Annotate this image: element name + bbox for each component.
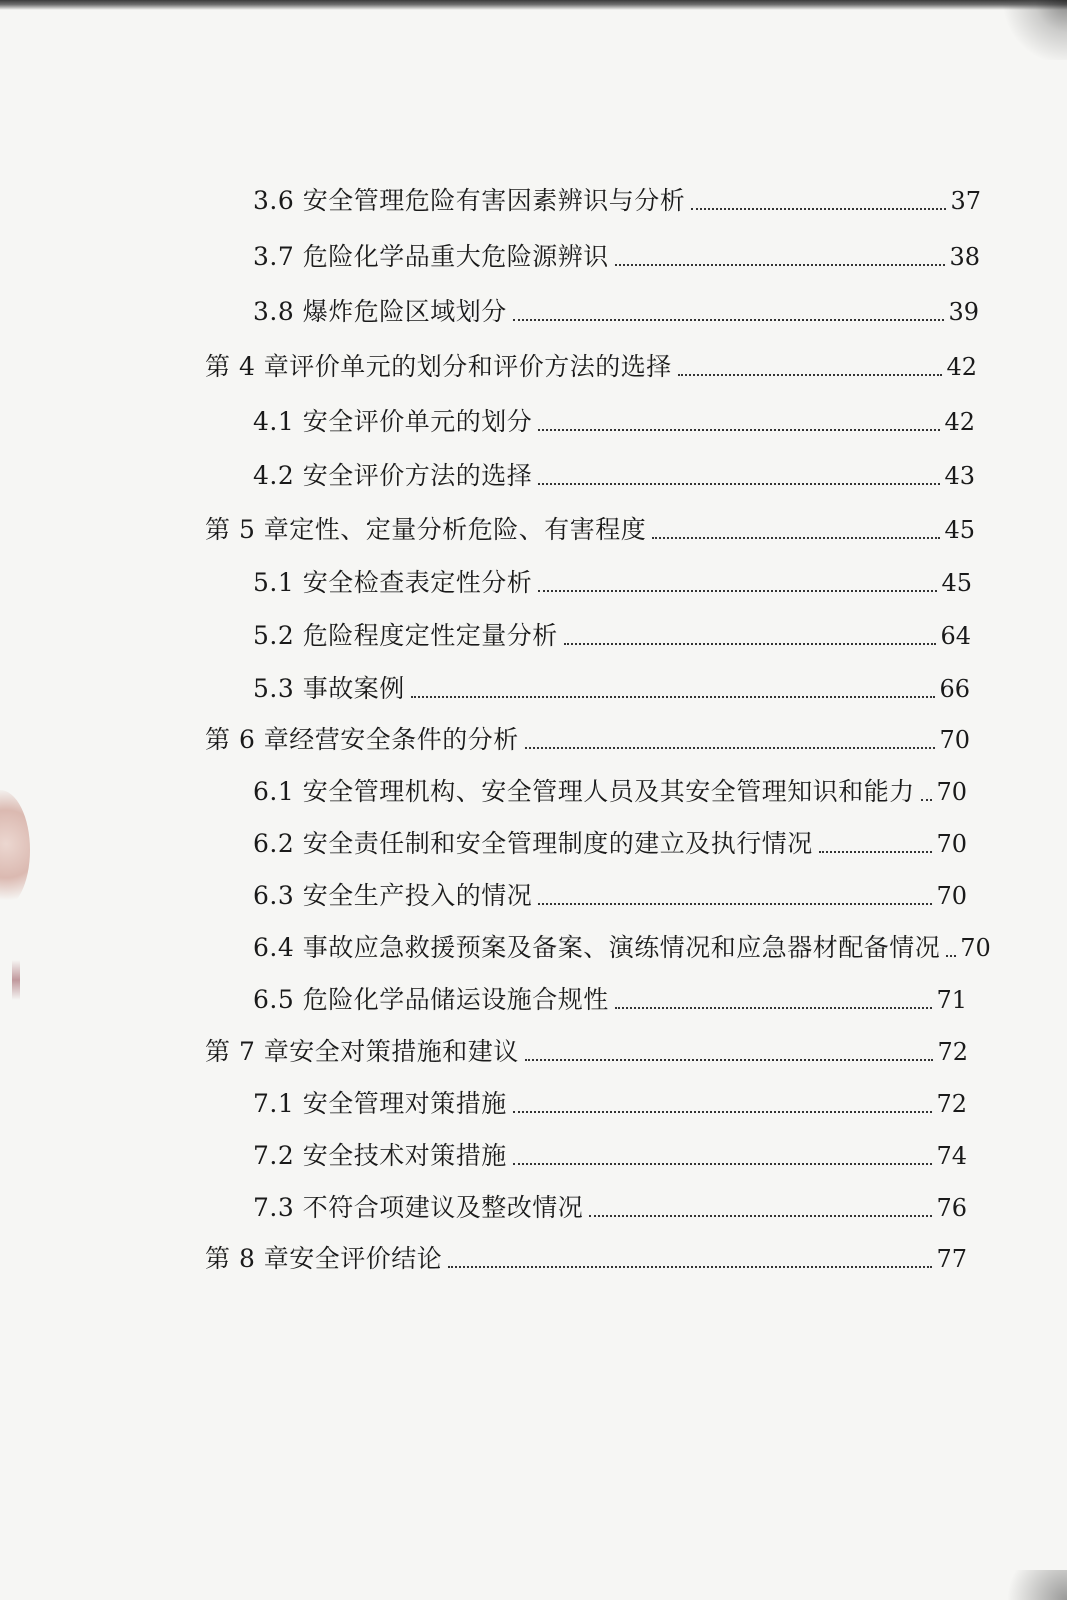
toc-dot-leader — [652, 537, 940, 539]
toc-entry-7-1 — [253, 1087, 967, 1121]
toc-entry-page: 76 — [936, 1194, 967, 1222]
toc-entry-5-1 — [253, 566, 972, 600]
toc-dot-leader — [538, 590, 937, 592]
toc-entry-page: 70 — [960, 934, 991, 962]
toc-entry-page: 43 — [944, 462, 975, 490]
toc-entry-title: 3.6 安全管理危险有害因素辨识与分析 — [253, 186, 686, 215]
toc-entry-page: 70 — [936, 882, 967, 910]
toc-entry-page: 38 — [949, 243, 980, 271]
toc-dot-leader — [525, 1059, 934, 1061]
toc-entry-title: 第 6 章经营安全条件的分析 — [205, 725, 519, 754]
toc-entry-page: 45 — [941, 569, 972, 597]
toc-entry-4-2 — [253, 459, 975, 493]
toc-dot-leader — [538, 903, 932, 905]
toc-entry-4-1 — [253, 405, 975, 439]
toc-entry-title: 6.2 安全责任制和安全管理制度的建立及执行情况 — [253, 829, 813, 858]
toc-entry-page: 70 — [936, 778, 967, 806]
toc-dot-leader — [411, 696, 936, 698]
toc-entry-6-5 — [253, 983, 967, 1017]
toc-entry-page: 45 — [944, 516, 975, 544]
toc-entry-page: 66 — [939, 675, 970, 703]
toc-entry-3-8 — [253, 295, 979, 329]
toc-entry-page: 72 — [936, 1090, 967, 1118]
toc-dot-leader — [513, 1111, 933, 1113]
toc-entry-chapter-8 — [205, 1242, 967, 1276]
toc-dot-leader — [921, 799, 933, 801]
toc-entry-title: 7.3 不符合项建议及整改情况 — [253, 1193, 584, 1222]
toc-entry-6-2 — [253, 827, 967, 861]
toc-entry-title: 6.4 事故应急救援预案及备案、演练情况和应急器材配备情况 — [253, 933, 941, 962]
toc-entry-7-2 — [253, 1139, 967, 1173]
toc-entry-title: 第 4 章评价单元的划分和评价方法的选择 — [205, 352, 672, 381]
toc-entry-title: 3.7 危险化学品重大危险源辨识 — [253, 242, 609, 271]
toc-entry-page: 42 — [946, 353, 977, 381]
toc-entry-title: 第 5 章定性、定量分析危险、有害程度 — [205, 515, 647, 544]
toc-dot-leader — [538, 483, 940, 485]
toc-entry-3-6 — [253, 184, 981, 218]
toc-entry-title: 5.3 事故案例 — [253, 674, 405, 703]
toc-entry-page: 71 — [936, 986, 967, 1014]
toc-entry-page: 64 — [940, 622, 971, 650]
toc-entry-title: 7.1 安全管理对策措施 — [253, 1089, 507, 1118]
toc-entry-title: 5.1 安全检查表定性分析 — [253, 568, 533, 597]
toc-entry-chapter-7 — [205, 1035, 968, 1069]
toc-entry-page: 70 — [939, 726, 970, 754]
toc-entry-6-3 — [253, 879, 967, 913]
toc-entry-title: 第 8 章安全评价结论 — [205, 1244, 443, 1273]
toc-entry-page: 39 — [948, 298, 979, 326]
toc-entry-title: 第 7 章安全对策措施和建议 — [205, 1037, 519, 1066]
toc-entry-title: 3.8 爆炸危险区域划分 — [253, 297, 507, 326]
toc-dot-leader — [513, 319, 945, 321]
toc-entry-6-1 — [253, 775, 967, 809]
toc-dot-leader — [678, 374, 943, 376]
toc-entry-page: 37 — [950, 187, 981, 215]
toc-entry-title: 6.3 安全生产投入的情况 — [253, 881, 533, 910]
toc-entry-page: 42 — [944, 408, 975, 436]
toc-dot-leader — [691, 208, 946, 210]
toc-entry-chapter-6 — [205, 723, 970, 757]
toc-dot-leader — [589, 1215, 932, 1217]
toc-entry-5-3 — [253, 672, 970, 706]
toc-entry-title: 4.1 安全评价单元的划分 — [253, 407, 533, 436]
toc-dot-leader — [538, 429, 940, 431]
toc-entry-5-2 — [253, 619, 971, 653]
toc-entry-title: 6.1 安全管理机构、安全管理人员及其安全管理知识和能力 — [253, 777, 915, 806]
toc-entry-title: 6.5 危险化学品储运设施合规性 — [253, 985, 609, 1014]
toc-entry-page: 74 — [936, 1142, 967, 1170]
toc-dot-leader — [946, 955, 956, 957]
toc-entry-3-7 — [253, 240, 980, 274]
toc-entry-chapter-4 — [205, 350, 977, 384]
toc-entry-6-4 — [253, 931, 991, 965]
toc-entry-title: 4.2 安全评价方法的选择 — [253, 461, 533, 490]
toc-dot-leader — [615, 1007, 933, 1009]
toc-entry-chapter-5 — [205, 513, 975, 547]
toc-entry-title: 7.2 安全技术对策措施 — [253, 1141, 507, 1170]
toc-entry-page: 72 — [937, 1038, 968, 1066]
toc-dot-leader — [448, 1266, 932, 1268]
toc-entry-page: 70 — [936, 830, 967, 858]
toc-entry-7-3 — [253, 1191, 967, 1225]
toc-entry-title: 5.2 危险程度定性定量分析 — [253, 621, 558, 650]
toc-entry-page: 77 — [936, 1245, 967, 1273]
toc-dot-leader — [525, 747, 936, 749]
toc-dot-leader — [513, 1163, 933, 1165]
toc-dot-leader — [564, 643, 937, 645]
toc-dot-leader — [819, 851, 933, 853]
toc-dot-leader — [615, 264, 946, 266]
